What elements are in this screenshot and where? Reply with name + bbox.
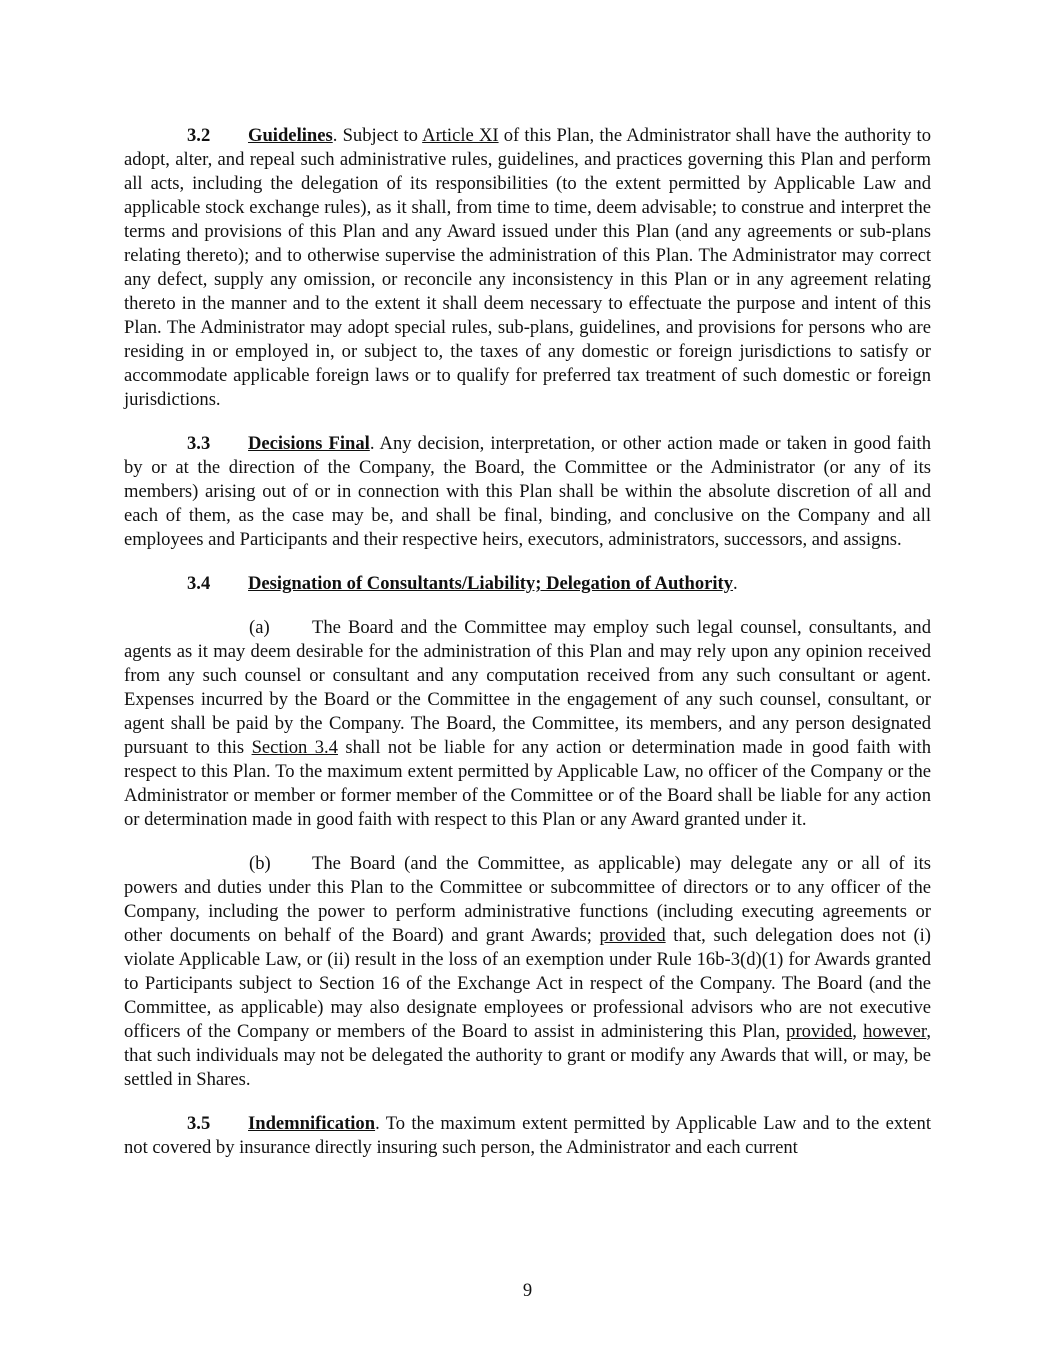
body-text: , [852,1021,864,1042]
section-3-2 [124,124,931,412]
section-number: 3.3 [187,433,211,454]
body-text: shall not be liable for any action or determination made in good faith with respect to this Plan. To the maximum extent permitted by Applicable Law, no officer of the Company or the Administrator or member or former member of the Committee or of the Board shall be liable for any action or determination made in good faith with respect to this Plan or any Award granted under it. [124,737,932,830]
section-3-4-a [124,616,931,832]
body-text: . Any decision, interpretation, or other action made or taken in good faith by or at the direction of the Company, the Board, the Committee or the Administrator (or any of its members) arising out of or in connection with this Plan shall be within the absolute discretion of all and each of them, as the case may be, and shall be final, binding, and conclusive on the Company and all employees and Participants and their respective heirs, executors, administrators, successors, and assigns. [124,433,931,550]
subsection-number: (a) [249,617,270,638]
section-heading: Indemnification [248,1113,376,1134]
body-text: of this Plan, the Administrator shall have the authority to adopt, alter, and repeal such administrative rules, guidelines, and practices governing this Plan and perform all acts, including the delegation of its responsibilities (to the extent permitted by Applicable Law and applicable stock exchange rules), as it shall, from time to time, deem advisable; to construe and interpret the terms and provisions of this Plan and any Award issued under this Plan (and any agreements or sub-plans relating thereto); and to otherwise supervise the administration of this Plan. The Administrator may correct any defect, supply any omission, or reconcile any inconsistency in this Plan or in any agreement relating thereto in the manner and to the extent it shall deem necessary to effectuate the purpose and intent of this Plan. The Administrator may adopt special rules, sub-plans, guidelines, and provisions for persons who are residing in or employed in, or subject to, the taxes of any domestic or foreign jurisdictions to satisfy or accommodate applicable foreign laws or to qualify for preferred tax treatment of such domestic or foreign jurisdictions. [124,125,931,410]
section-number: 3.5 [187,1113,211,1134]
body-text: The Board (and the Committee, as applicable) may delegate any or all of its powers and duties under this Plan to the Committee or subcommittee of directors or to any officer of the Company, including the power to perform administrative functions (including executing agreements or other documents on behalf of the Board) and grant Awards; [124,853,931,946]
body-text: . [733,573,738,594]
underlined-term: provided [786,1021,853,1042]
section-3-5 [124,1112,931,1160]
cross-reference-link: Section 3.4 [251,737,338,758]
body-text: The Board and the Committee may employ such legal counsel, consultants, and agents as it may deem desirable for the administration of this Plan and may rely upon any opinion received from any such counsel or consultant and any computation received from any such consultant or agent. Expenses incurred by the Board or the Committee in the engagement of any such counsel, consultant, or agent shall be paid by the Company. The Board, the Committee, its members, and any person designated pursuant to this [124,617,931,758]
section-number: 3.4 [187,573,211,594]
section-3-4-b [124,852,931,1092]
section-heading: Guidelines [248,125,333,146]
section-heading: Designation of Consultants/Liability; Delegation of Authority [248,573,734,594]
section-3-3 [124,432,931,552]
section-number: 3.2 [187,125,211,146]
underlined-term: provided [599,925,666,946]
document-page [124,124,931,1180]
body-text: . Subject to [332,125,423,146]
subsection-number: (b) [249,853,271,874]
body-text: , that such individuals may not be delegated the authority to grant or modify any Awards that will, or may, be settled in Shares. [124,1021,931,1090]
section-heading: Decisions Final [248,433,370,454]
section-3-4 [124,572,931,596]
page-number: 9 [522,1280,533,1301]
body-text: that, such delegation does not (i) violate Applicable Law, or (ii) result in the loss of an exemption under Rule 16b-3(d)(1) for Awards granted to Participants subject to Section 16 of the Exchange Act in respect of the Company. The Board (and the Committee, as applicable) may also designate employees or professional advisors who are not executive officers of the Company or members of the Board to assist in administering this Plan, [124,925,931,1042]
underlined-term: however [863,1021,927,1042]
body-text: . To the maximum extent permitted by Applicable Law and to the extent not covered by insurance directly insuring such person, the Administrator and each current [124,1113,931,1158]
cross-reference-link: Article XI [422,125,499,146]
